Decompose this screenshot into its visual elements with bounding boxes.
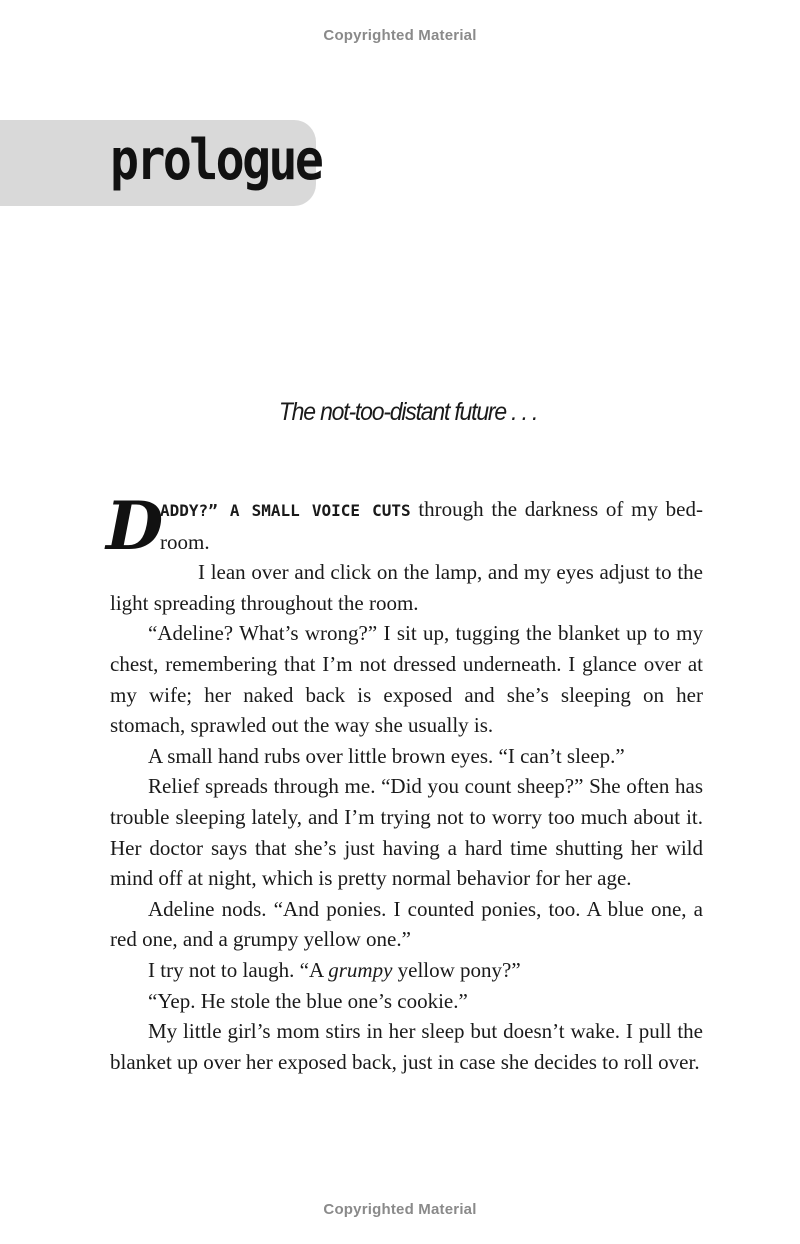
paragraph-1-text: through the darkness of my bedroom. <box>160 497 703 554</box>
drop-cap: D <box>106 487 164 565</box>
paragraph-2: I lean over and click on the lamp, and my eyes adjust to the light spreading throughout the room. <box>110 560 703 615</box>
chapter-title: prologue <box>110 128 322 193</box>
paragraph-7-text-a: I try not to laugh. “A <box>148 957 329 982</box>
paragraph-4: A small hand rubs over little brown eyes. “I can’t sleep.” <box>148 743 625 768</box>
chapter-body <box>106 487 703 1077</box>
paragraph-6: Adeline nods. “And ponies. I counted ponies, too. A blue one, a red one, and a grumpy yellow one.” <box>110 896 703 952</box>
copyright-watermark-bottom: Copyrighted Material <box>323 1201 477 1218</box>
chapter-dateline: The not-too-distant future . . . <box>278 398 538 426</box>
paragraph-5: Relief spreads through me. “Did you count sheep?” She often has trouble sleeping lately, and I’m trying not to worry too much about it. Her doctor says that she’s just having a hard time shutting her wild mind off at night, which is pretty normal behavior for her age. <box>110 774 703 891</box>
copyright-watermark-top: Copyrighted Material <box>323 27 477 44</box>
paragraph-7-text-b: yellow pony?” <box>392 957 521 982</box>
paragraph-7 <box>110 955 703 986</box>
paragraph-8: “Yep. He stole the blue one’s cookie.” <box>148 988 468 1013</box>
paragraph-7-emphasis: grumpy <box>328 957 393 982</box>
paragraph-9: My little girl’s mom stirs in her sleep but doesn’t wake. I pull the blanket up over her exposed back, just in case she decides to roll over. <box>110 1019 703 1074</box>
paragraph-3: “Adeline? What’s wrong?” I sit up, tugging the blanket up to my chest, remembering that I’m not dressed underneath. I glance over at my wife; her naked back is exposed and she’s sleeping on her stomach, sprawled out the way she usually is. <box>110 621 703 738</box>
lead-in-small-caps: ADDY?” A SMALL VOICE CUTS <box>160 501 411 520</box>
paragraph-1 <box>106 487 703 565</box>
